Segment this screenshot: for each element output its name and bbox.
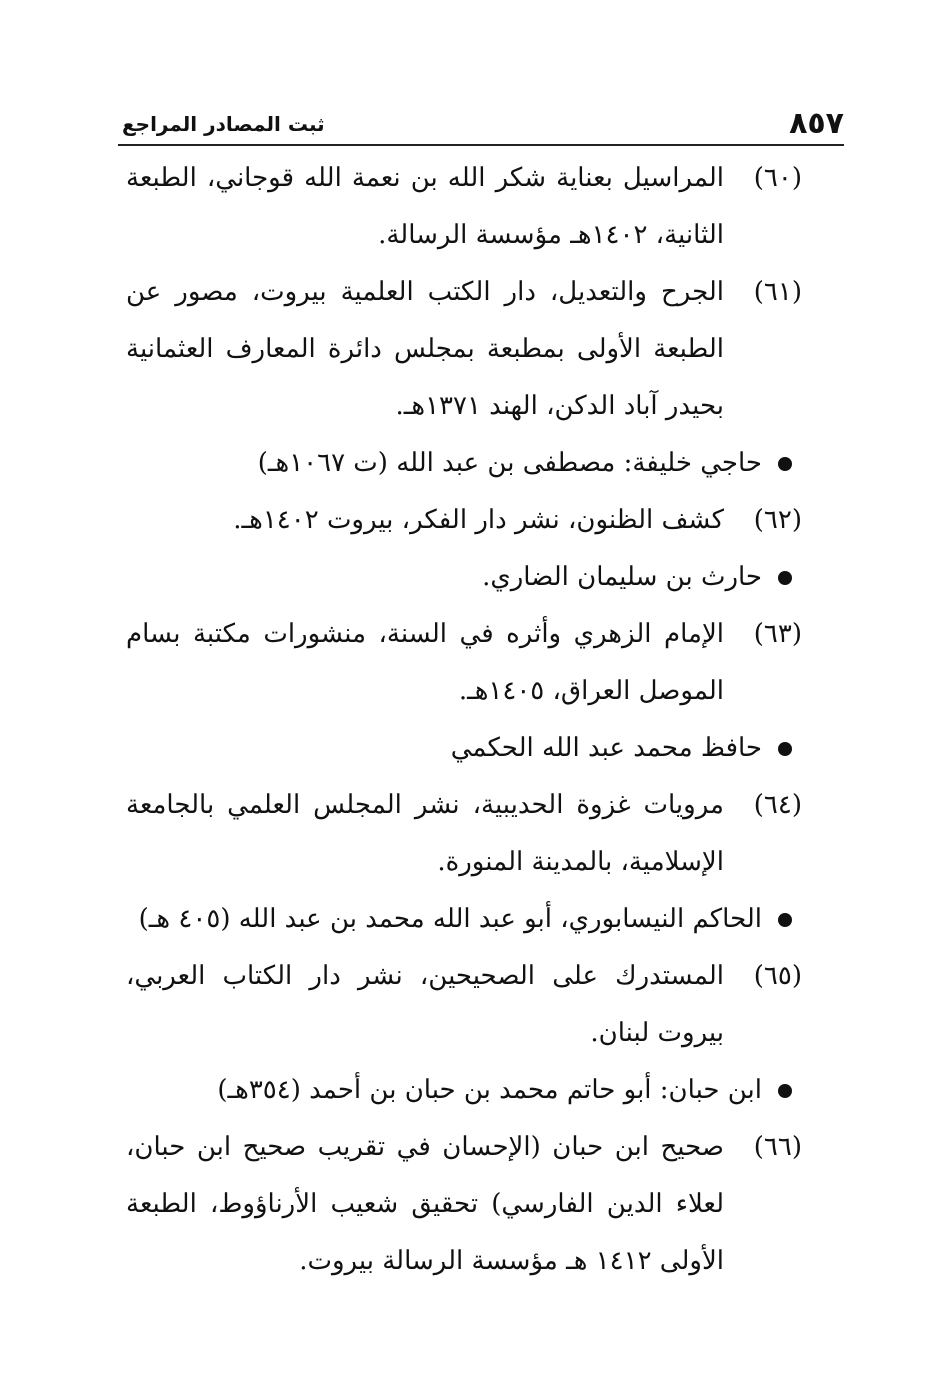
entry-text: الإمام الزهري وأثره في السنة، منشورات مكتبة بسام الموصل العراق، ١٤٠٥هـ. bbox=[126, 619, 724, 706]
bibliography-entry bbox=[126, 1119, 802, 1290]
entry-text: مرويات غزوة الحديبية، نشر المجلس العلمي بالجامعة الإسلامية، بالمدينة المنورة. bbox=[126, 790, 724, 877]
entry-text: المستدرك على الصحيحين، نشر دار الكتاب العربي، بيروت لبنان. bbox=[126, 961, 724, 1048]
entry-number: (٦٣) bbox=[753, 619, 802, 649]
bibliography-entry bbox=[126, 606, 802, 720]
entry-number: (٦٤) bbox=[753, 790, 802, 820]
bullet-icon bbox=[778, 571, 792, 585]
bullet-icon bbox=[778, 457, 792, 471]
bibliography-entry bbox=[126, 948, 802, 1062]
bibliography-entry bbox=[126, 777, 802, 891]
bullet-icon bbox=[778, 742, 792, 756]
running-title: ثبت المصادر المراجع bbox=[122, 112, 325, 136]
author-text: ابن حبان: أبو حاتم محمد بن حبان بن أحمد (٣٥٤هـ) bbox=[217, 1075, 762, 1105]
bibliography-list bbox=[126, 150, 802, 1290]
author-text: حاجي خليفة: مصطفى بن عبد الله (ت ١٠٦٧هـ) bbox=[257, 448, 762, 478]
entry-number: (٦٦) bbox=[753, 1132, 802, 1162]
page-number: ٨٥٧ bbox=[789, 106, 844, 141]
page-header bbox=[118, 104, 844, 146]
author-text: حارث بن سليمان الضاري. bbox=[482, 562, 762, 592]
entry-text: صحيح ابن حبان (الإحسان في تقريب صحيح ابن حبان، لعلاء الدين الفارسي) تحقيق شعيب الأرناؤوط، الطبعة الأولى ١٤١٢ هـ مؤسسة الرسالة بيروت. bbox=[126, 1132, 724, 1276]
author-text: حافظ محمد عبد الله الحكمي bbox=[450, 733, 762, 763]
entry-number: (٦١) bbox=[753, 277, 802, 307]
bibliography-entry bbox=[126, 492, 802, 549]
author-heading bbox=[126, 1062, 802, 1119]
bullet-icon bbox=[778, 1084, 792, 1098]
entry-number: (٦٠) bbox=[753, 163, 802, 193]
entry-text: الجرح والتعديل، دار الكتب العلمية بيروت، مصور عن الطبعة الأولى بمطبعة بمجلس دائرة المعارف العثمانية بحيدر آباد الدكن، الهند ١٣٧١هـ. bbox=[126, 277, 724, 421]
author-heading bbox=[126, 720, 802, 777]
entry-text: المراسيل بعناية شكر الله بن نعمة الله قوجاني، الطبعة الثانية، ١٤٠٢هـ مؤسسة الرسالة. bbox=[126, 163, 724, 250]
author-heading bbox=[126, 891, 802, 948]
entry-number: (٦٢) bbox=[753, 505, 802, 535]
author-heading bbox=[126, 549, 802, 606]
bibliography-entry bbox=[126, 264, 802, 435]
author-text: الحاكم النيسابوري، أبو عبد الله محمد بن عبد الله (٤٠٥ هـ) bbox=[138, 904, 762, 934]
bibliography-entry bbox=[126, 150, 802, 264]
entry-number: (٦٥) bbox=[753, 961, 802, 991]
author-heading bbox=[126, 435, 802, 492]
bullet-icon bbox=[778, 913, 792, 927]
entry-text: كشف الظنون، نشر دار الفكر، بيروت ١٤٠٢هـ. bbox=[233, 505, 724, 535]
